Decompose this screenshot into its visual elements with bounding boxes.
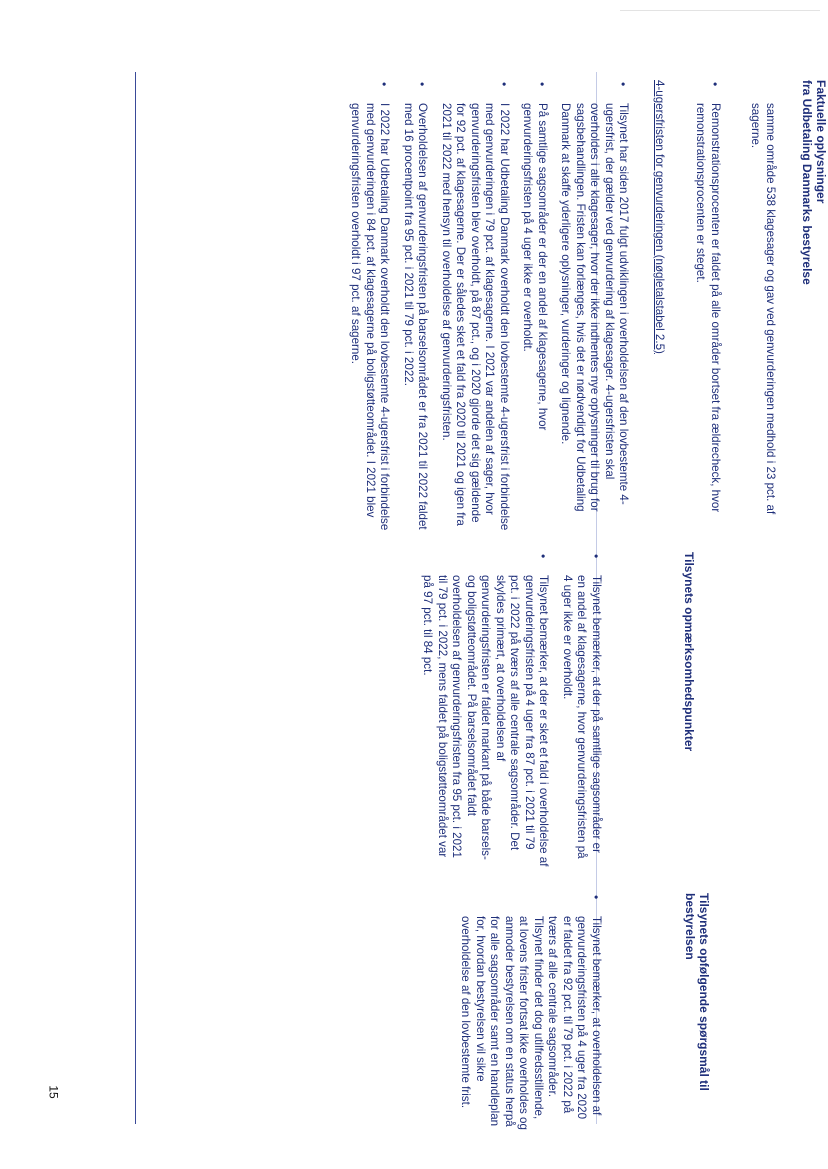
followup-heading-line1: Tilsynets opfølgende spørgsmål til: [697, 893, 711, 1091]
list-item: • Remonstrationsprocenten er faldet på alle områder bortset fra ældrecheck, hvor remonstrationsprocenten er steget.: [693, 80, 722, 537]
list-item: • Tilsynet har siden 2017 fulgt udviklingen i overholdelsen af den lovbestemte 4-ugersfrist, der gælder ved genvurdering af klagesager. 4-ugersfristen skal overholdes i alle klagesager, hvor der ikke indhentes nye oplysninger til brug for sagsbehandlingen. Fristen kan forlænges, hvis det er nødvendigt for Udbetaling Danmark at skaffe yderligere oplysninger, vurderinger og lignende.: [558, 80, 631, 537]
followup-heading-line2: bestyrelsen: [683, 893, 697, 960]
followup-column: [458, 893, 828, 1131]
followup-list: [458, 893, 603, 1131]
list-item: • På samtlige sagsområder er der en andel af klagesagerne, hvor genvurderingsfristen på 4 uger ikke er overholdt.: [520, 80, 549, 537]
followup-heading: [683, 893, 711, 1131]
section-subheading: 4-ugersfristen for genvurderingen (nøgletalstabel 2.5): [653, 80, 666, 354]
facts-heading-line1: Faktuelle oplysninger: [814, 80, 828, 204]
list-item: • I 2022 har Udbetaling Danmark overholdt den lovbestemte 4-ugersfrist i forbindelse med genvurderingen i 84 pct. af klagesagerne på boligstøtteområdet. I 2021 blev genvurderingsfristen overholdt i 97 pct. af sagerne.: [348, 80, 392, 537]
list-item: • I 2022 har Udbetaling Danmark overholdt den lovbestemte 4-ugersfrist i forbindelse med genvurderingen i 79 pct. af klagesagerne. I 2021 var andelen af sager, hvor genvurderingsfristen blev overholdt, på 87 pct., og i 2020 gjorde det sig gældende for 92 pct. af klagesagerne. Der er således sket et fald fra 2020 til 2021 og igen fra 2021 til 2022 med hensyn til overholdelse af genvurderingsfristen.: [439, 80, 512, 537]
list-item: • Tilsynet bemærker, at overholdelsen af genvurderingsfristen på 4 uger fra 2020 er faldet fra 92 pct. til 79 pct. i 2022 på tværs af alle centrale sagsområder. Tilsynet finder det dog utilfredsstillende, at lovens frister fortsat ikke overholdes og anmoder bestyrelsen om en status herpå for alle sagsområder samt en handleplan for, hvordan bestyrelsen vil sikre overholdelse af den lovbestemte frist.: [458, 893, 603, 1131]
facts-column: [348, 80, 828, 537]
list-item: • Tilsynet bemærker, at der på samtlige sagsområder er en andel af klagesagerne, hvor genvurderingsfristen på 4 uger ikke er overholdt.: [560, 552, 604, 868]
observations-list: [420, 552, 603, 868]
facts-heading-line2: fra Udbetaling Danmarks bestyrelse: [800, 80, 814, 285]
continuation-paragraph: samme område 538 klagesager og gav ved genvurderingen medhold i 23 pct. af sagerne.: [749, 103, 777, 515]
list-item: • Tilsynet bemærker, at der er sket et fald i overholdelse af genvurderingsfristen på 4 uger fra 87 pct. i 2021 til 79 pct. i 2022 på tværs af alle centrale sagsområder. Det skyldes primært, at overholdelsen af genvurderingsfristen er faldet markant på både barsels- og boligstøtteområdet. På barselsområdet faldt overholdelsen af genvurderingsfristen fra 95 pct. i 2021 til 79 pct. i 2022, mens faldet på boligstøtteområdet var på 97 pct. til 84 pct.: [420, 552, 551, 868]
list-item: • Overholdelsen af genvurderingsfristen på barselsområdet er fra 2021 til 2022 faldet med 16 procentpoint fra 95 pct. i 2021 til 79 pct. i 2022.: [401, 80, 430, 537]
remonstration-list: [693, 80, 722, 537]
observations-heading: Tilsynets opmærksomhedspunkter: [682, 552, 696, 752]
facts-heading: [800, 80, 828, 537]
page-number: 15: [46, 1085, 61, 1099]
observations-column: [420, 552, 828, 868]
facts-bullet-list: [348, 80, 631, 537]
